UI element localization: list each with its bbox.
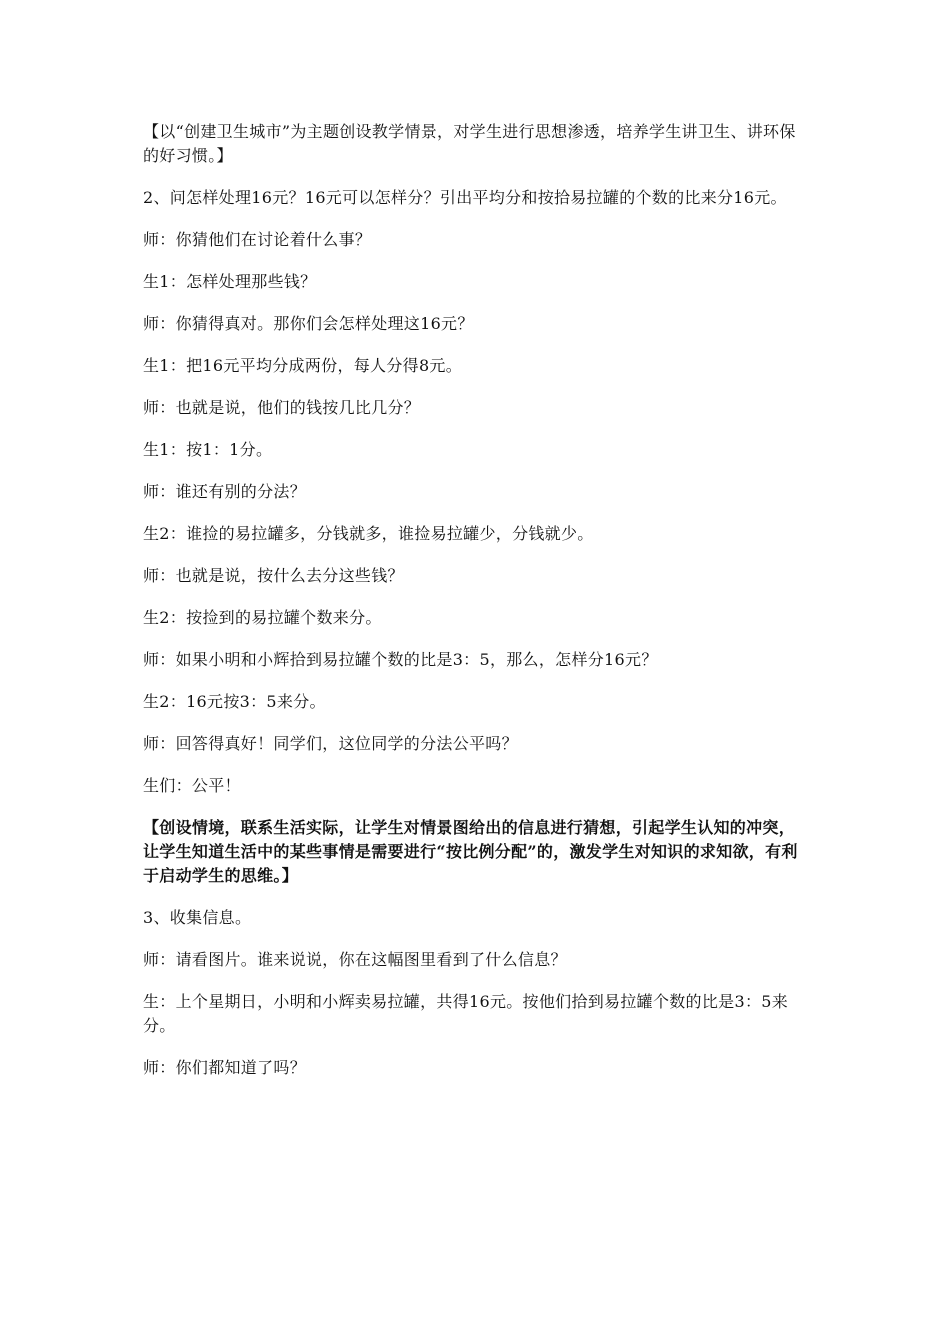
dialogue-line: 师：你猜他们在讨论着什么事？ xyxy=(143,230,372,249)
dialogue-line: 生：上个星期日，小明和小辉卖易拉罐，共得16元。按他们拾到易拉罐个数的比是3：5来分。 xyxy=(143,992,789,1035)
document-body xyxy=(143,120,811,1098)
dialogue-line: 师：你猜得真对。那你们会怎样处理这16元？ xyxy=(143,314,474,333)
dialogue-line: 师：如果小明和小辉拾到易拉罐个数的比是3：5，那么，怎样分16元？ xyxy=(143,650,658,669)
dialogue-line: 生2：16元按3：5来分。 xyxy=(143,692,326,711)
dialogue-line: 生1：怎样处理那些钱？ xyxy=(143,272,317,291)
dialogue-line: 生2：按捡到的易拉罐个数来分。 xyxy=(143,608,382,627)
dialogue-line: 生1：把16元平均分成两份，每人分得8元。 xyxy=(143,356,463,375)
paragraph-design-note: 【创设情境，联系生活实际，让学生对情景图给出的信息进行猜想，引起学生认知的冲突，让学生知道生活中的某些事情是需要进行“按比例分配”的，激发学生对知识的求知欲，有利于启动学生的思维。】 xyxy=(143,818,798,885)
dialogue-line: 生2：谁捡的易拉罐多，分钱就多，谁捡易拉罐少，分钱就少。 xyxy=(143,524,594,543)
dialogue-line: 生1：按1：1分。 xyxy=(143,440,273,459)
paragraph-step-2: 2、问怎样处理16元？16元可以怎样分？引出平均分和按拾易拉罐的个数的比来分16元。 xyxy=(143,188,787,207)
dialogue-line: 师：也就是说，他们的钱按几比几分？ xyxy=(143,398,421,417)
dialogue-line: 师：请看图片。谁来说说，你在这幅图里看到了什么信息？ xyxy=(143,950,567,969)
dialogue-line: 师：也就是说，按什么去分这些钱？ xyxy=(143,566,404,585)
dialogue-line: 师：你们都知道了吗？ xyxy=(143,1058,307,1077)
paragraph-intro-note: 【以“创建卫生城市”为主题创设教学情景，对学生进行思想渗透，培养学生讲卫生、讲环保的好习惯。】 xyxy=(143,122,796,165)
dialogue-line: 师：谁还有别的分法？ xyxy=(143,482,307,501)
dialogue-line: 生们：公平！ xyxy=(143,776,241,795)
dialogue-line: 师：回答得真好！同学们，这位同学的分法公平吗？ xyxy=(143,734,518,753)
paragraph-step-3: 3、收集信息。 xyxy=(143,908,252,927)
